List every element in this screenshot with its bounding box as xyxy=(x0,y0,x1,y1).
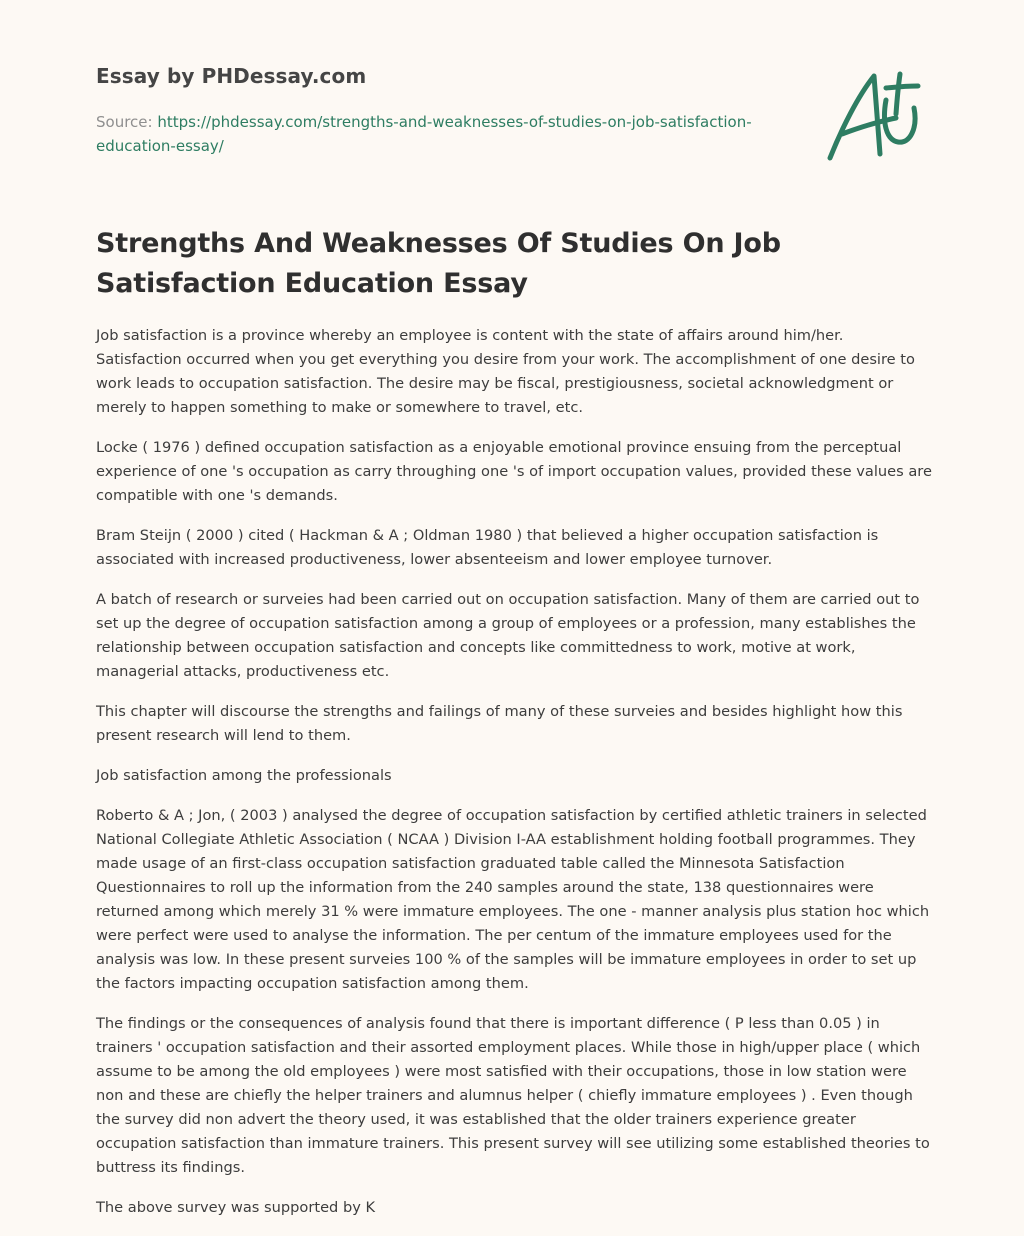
article-body xyxy=(96,324,932,1236)
article-paragraph: Locke ( 1976 ) defined occupation satisfaction as a enjoyable emotional province ensuing from the perceptual experience of one 's occupation as carry throughing one 's of import occupation values, provided these values are compatible with one 's demands. xyxy=(96,439,932,504)
article-paragraph: Job satisfaction is a province whereby an employee is content with the state of affairs around him/her. Satisfaction occurred when you get everything you desire from your work. The accomplishment of one desire to work leads to occupation satisfaction. The desire may be fiscal, prestigiousness, societal acknowledgment or merely to happen something to make or somewhere to travel, etc. xyxy=(96,327,915,416)
article-paragraph: The findings or the consequences of analysis found that there is important difference ( P less than 0.05 ) in trainers ' occupation satisfaction and their assorted employment places. While those in high/upper place ( which assume to be among the old employees ) were most satisfied with their occupations, those in low station were non and these are chiefly the helper trainers and alumnus helper ( chiefly immature employees ) . Even though the survey did non advert the theory used, it was established that the older trainers experience greater occupation satisfaction than immature trainers. This present survey will see utilizing some established theories to buttress its findings. xyxy=(96,1015,930,1176)
document-page xyxy=(96,0,932,1216)
article-paragraph: A batch of research or surveies had been carried out on occupation satisfaction. Many of them are carried out to set up the degree of occupation satisfaction among a group of employees or a profession, many establishes the relationship between occupation satisfaction and concepts like committedness to work, motive at work, managerial attacks, productiveness etc. xyxy=(96,591,920,680)
source-label: Source: xyxy=(96,113,158,131)
source-line xyxy=(96,110,796,158)
source-link[interactable]: https://phdessay.com/strengths-and-weaknesses-of-studies-on-job-satisfaction-education-essay/ xyxy=(96,113,752,155)
document-header xyxy=(96,0,932,200)
logo-text: A+ xyxy=(824,66,826,67)
brand-title: Essay by PHDessay.com xyxy=(96,64,367,88)
article-title: Strengths And Weaknesses Of Studies On Job Satisfaction Education Essay xyxy=(96,228,781,299)
article-paragraph: This chapter will discourse the strengths and failings of many of these surveies and besides highlight how this present research will lend to them. xyxy=(96,703,903,744)
article-paragraph: Bram Steijn ( 2000 ) cited ( Hackman & A ; Oldman 1980 ) that believed a higher occupation satisfaction is associated with increased productiveness, lower absenteeism and lower employee turnover. xyxy=(96,527,879,568)
article-paragraph: The above survey was supported by K xyxy=(96,1199,376,1216)
section-heading: Job satisfaction among the professionals xyxy=(96,767,392,784)
a-plus-logo-icon xyxy=(824,66,928,166)
article-paragraph: Roberto & A ; Jon, ( 2003 ) analysed the degree of occupation satisfaction by certified athletic trainers in selected National Collegiate Athletic Association ( NCAA ) Division I-AA establishment holding football programmes. They made usage of an first-class occupation satisfaction graduated table called the Minnesota Satisfaction Questionnaires to roll up the information from the 240 samples around the state, 138 questionnaires were returned among which merely 31 % were immature employees. The one - manner analysis plus station hoc which were perfect were used to analyse the information. The per centum of the immature employees used for the analysis was low. In these present surveies 100 % of the samples will be immature employees in order to set up the factors impacting occupation satisfaction among them. xyxy=(96,807,930,992)
